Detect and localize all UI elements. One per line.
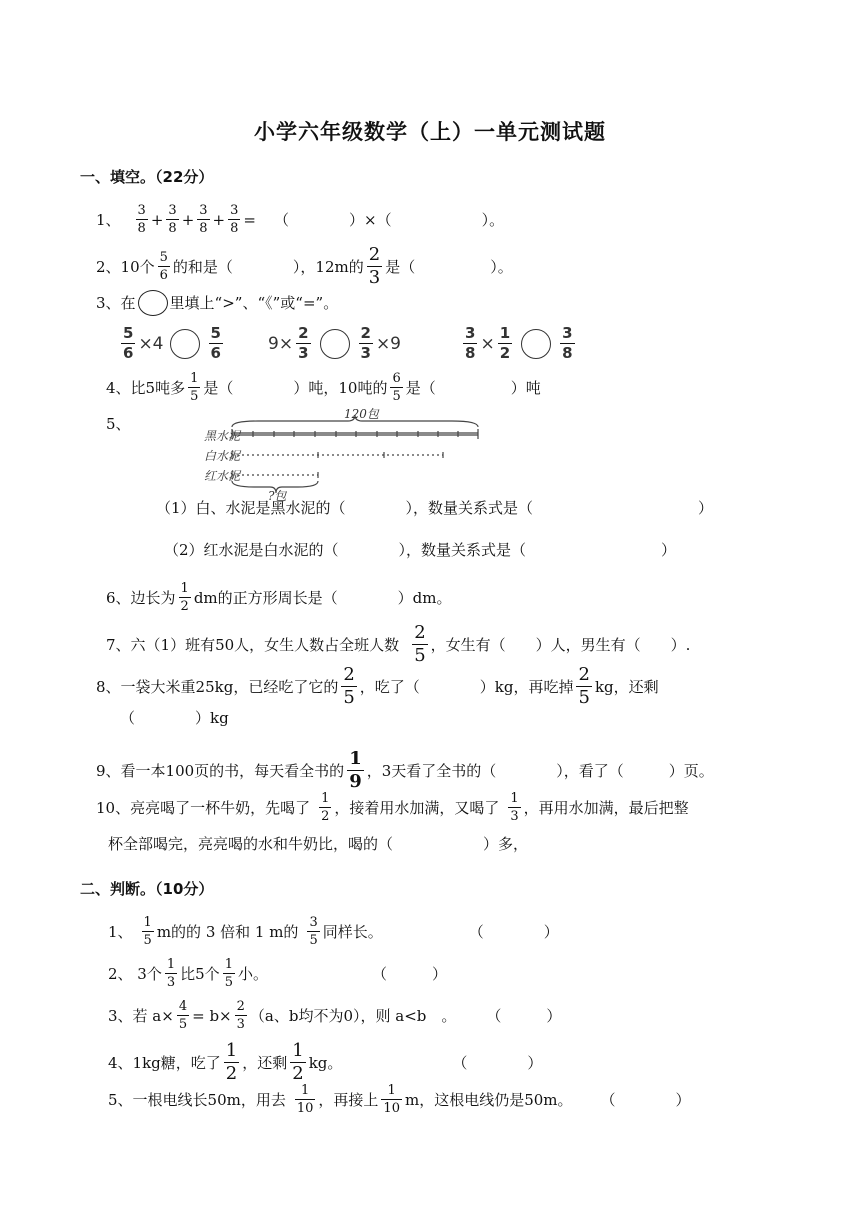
section-heading-fill-in: 一、填空。（22分） [80,168,214,186]
judge-5: 5、一根电线长50m，用去 $\frac{1}{10}$ ，再接上 $\frac{1}{10}$ m，这根电线仍是50m。 （ ） [108,1083,691,1116]
comparison-circle[interactable] [170,329,200,359]
diagram-part-label: ?包 [268,489,287,503]
comparison-item-2: 9× $\frac{2}{3}$ $\frac{2}{3}$ ×9 [268,324,401,362]
diagram-label-white: 白水泥 [204,449,241,463]
fraction: $\frac{1}{2}$ [225,1040,238,1084]
fraction: $\frac{1}{5}$ [190,371,199,404]
fraction: $\frac{2}{5}$ [414,622,426,666]
question-7: 7、六（1）班有50人，女生人数占全班人数 $\frac{2}{5}$ ，女生有（ ）人，男生有（ ）. [106,622,691,666]
fraction: $\frac{3}{8}$ [168,203,177,236]
question-1: 1、 $\frac{3}{8}$ + $\frac{3}{8}$ + $\frac{3}{8}$ + $\frac{3}{8}$ = （ ） × （ ）。 [96,203,505,236]
segment-diagram [198,413,498,501]
question-8: 8、一袋大米重25kg，已经吃了它的 $\frac{2}{5}$ ，吃了（ ）kg，再吃掉 $\frac{2}{5}$ kg，还剩 [96,664,659,708]
fraction: $\frac{5}{6}$ [159,250,168,283]
cement-bar-diagram [198,407,498,503]
question-10-continued: 杯全部喝完，亮亮喝的水和牛奶比，喝的（ ）多， [108,835,529,853]
question-8-continued: （ ）kg [120,709,229,727]
fraction: $\frac{1}{5}$ [224,957,233,990]
answer-blank[interactable]: （ ） [273,210,364,229]
comparison-circle[interactable] [320,329,350,359]
fraction: $\frac{2}{3}$ [236,999,245,1032]
fraction: $\frac{2}{3}$ [368,244,381,288]
question-10: 10、亮亮喝了一杯牛奶，先喝了 $\frac{1}{2}$ ，接着用水加满，又喝了 $\frac{1}{3}$ ，再用水加满，最后把整 [96,791,689,824]
fraction: $\frac{6}{5}$ [392,371,401,404]
question-3: 3、在 里填上“>”、“《”或“=”。 [96,290,338,316]
question-4: 4、比5吨多 $\frac{1}{5}$ 是（ ）吨，10吨的 $\frac{6}{5}$ 是（ ）吨 [106,371,541,404]
fraction: $\frac{3}{8}$ [199,203,208,236]
fraction: $\frac{1}{2}$ [292,1040,304,1084]
fraction: $\frac{1}{2}$ [180,581,189,614]
question-5-2: （2）红水泥是白水泥的（ ），数量关系式是（ ） [164,541,677,559]
judge-2: 2、 3个 $\frac{1}{3}$ 比5个 $\frac{1}{5}$ 小。 （ ） [108,957,447,990]
judge-4: 4、1kg糖，吃了 $\frac{1}{2}$ ，还剩 $\frac{1}{2}$ kg。 （ ） [108,1040,543,1084]
fraction: $\frac{1}{5}$ [143,915,152,948]
fraction: $\frac{1}{10}$ [383,1083,400,1116]
fraction: $\frac{1}{3}$ [510,791,519,824]
question-5-1: （1）白、水泥是黑水泥的（ ），数量关系式是（ ） [156,499,714,517]
fraction: $\frac{3}{8}$ [230,203,239,236]
comparison-circle[interactable] [521,329,551,359]
fraction: $\frac{1}{9}$ [349,748,362,792]
answer-blank[interactable]: （ ） [371,964,447,983]
fraction: $\frac{4}{5}$ [178,999,188,1032]
page-title: 小学六年级数学（上）一单元测试题 [254,120,606,144]
question-9: 9、看一本100页的书，每天看全书的 $\frac{1}{9}$ ，3天看了全书的（ ），看了（ ）页。 [96,748,714,792]
question-6: 6、边长为 $\frac{1}{2}$ dm的正方形周长是（ ）dm。 [106,581,452,614]
fraction: $\frac{1}{3}$ [166,957,176,990]
diagram-label-black: 黑水泥 [204,429,241,443]
section-heading-true-false: 二、判断。（10分） [80,880,214,898]
fraction: $\frac{2}{5}$ [578,664,590,708]
comparison-item-1: $\frac{5}{6}$ ×4 $\frac{5}{6}$ [123,324,221,362]
answer-blank[interactable]: （ ） [468,922,559,941]
question-5: 5、 [106,415,131,433]
diagram-total-label: 120包 [344,407,379,421]
question-2: 2、10个 $\frac{5}{6}$ 的和是（ ），12m的 $\frac{2}{3}$ 是（ ）。 [96,244,513,288]
fraction: $\frac{1}{2}$ [321,791,330,824]
fraction: $\frac{2}{5}$ [343,664,355,708]
diagram-label-red: 红水泥 [204,469,241,483]
fraction: $\frac{3}{8}$ [137,203,146,236]
judge-1: 1、 $\frac{1}{5}$ m的的 3 倍和 1 m的 $\frac{3}{5}$ 同样长。 （ ） [108,915,559,948]
comparison-circle [138,290,168,316]
judge-3: 3、若 a× $\frac{4}{5}$ = b× $\frac{2}{3}$ （a、b均不为0），则 a<b 。 （ ） [108,999,562,1032]
answer-blank[interactable]: （ ）。 [376,210,505,229]
comparison-item-3: $\frac{3}{8}$ × $\frac{1}{2}$ $\frac{3}{8}$ [465,324,573,362]
answer-blank[interactable]: （ ） [600,1090,691,1109]
answer-blank[interactable]: （ ） [452,1053,543,1072]
answer-blank[interactable]: （ ） [486,1006,562,1025]
fraction: $\frac{3}{5}$ [309,915,318,948]
fraction: $\frac{1}{10}$ [296,1083,314,1116]
